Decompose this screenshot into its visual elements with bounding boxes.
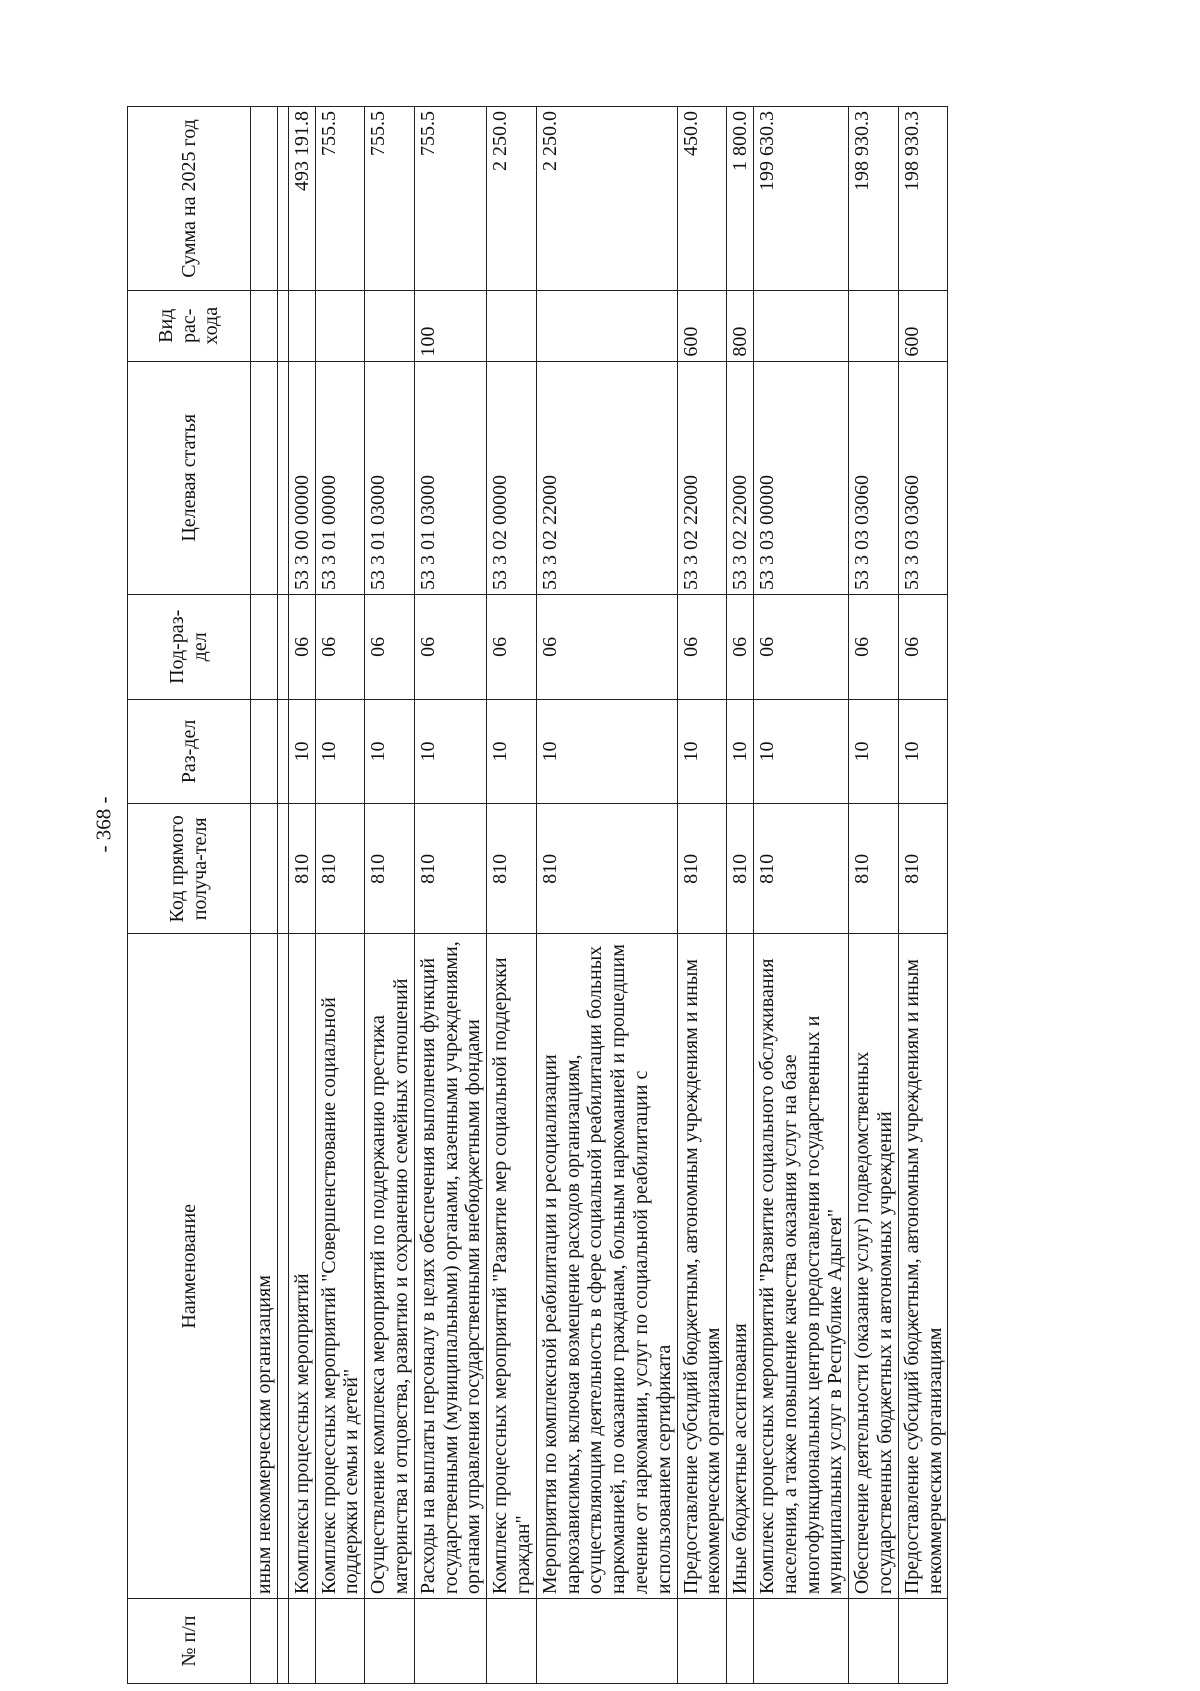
cell-expense-type — [315, 290, 365, 361]
cell-recipient: 810 — [753, 804, 848, 934]
cell-expense-type — [753, 290, 848, 361]
cell-num — [898, 1599, 948, 1684]
cell-section — [251, 699, 278, 804]
cell-expense-type: 600 — [898, 290, 948, 361]
cell-subsection: 06 — [898, 594, 948, 699]
cell-recipient: 810 — [849, 804, 899, 934]
cell-num — [727, 1599, 754, 1684]
cell-expense-type: 600 — [677, 290, 727, 361]
cell-expense-type: 800 — [727, 290, 754, 361]
cell-num — [677, 1599, 727, 1684]
cell-sum: 2 250.0 — [536, 107, 677, 291]
cell-target: 53 3 02 00000 — [487, 361, 537, 594]
cell-sum: 198 930.3 — [849, 107, 899, 291]
cell-num — [315, 1599, 365, 1684]
cell-name: Комплексы процессных мероприятий — [288, 934, 315, 1599]
column-header-name: Наименование — [128, 934, 251, 1599]
column-header-subsection: Под-раз-дел — [128, 594, 251, 699]
cell-subsection: 06 — [753, 594, 848, 699]
cell-recipient: 810 — [487, 804, 537, 934]
cell-num — [251, 1599, 278, 1684]
column-header-sum: Сумма на 2025 год — [128, 107, 251, 291]
cell-sum: 1 800.0 — [727, 107, 754, 291]
cell-name: Комплекс процессных мероприятий "Совершенствование социальной поддержки семьи и детей" — [315, 934, 365, 1599]
cell-num — [414, 1599, 486, 1684]
cell-expense-type — [251, 290, 278, 361]
cell-expense-type — [536, 290, 677, 361]
cell-num — [277, 1599, 288, 1684]
cell-sum: 198 930.3 — [898, 107, 948, 291]
table-row — [849, 107, 899, 1684]
cell-target: 53 3 01 03000 — [414, 361, 486, 594]
table-row — [315, 107, 365, 1684]
cell-num — [753, 1599, 848, 1684]
cell-section: 10 — [753, 699, 848, 804]
cell-subsection: 06 — [288, 594, 315, 699]
column-header-target: Целевая статья — [128, 361, 251, 594]
cell-section: 10 — [315, 699, 365, 804]
cell-section: 10 — [727, 699, 754, 804]
cell-recipient: 810 — [365, 804, 415, 934]
table-row — [677, 107, 727, 1684]
cell-subsection: 06 — [487, 594, 537, 699]
cell-sum: 199 630.3 — [753, 107, 848, 291]
cell-name — [277, 934, 288, 1599]
table-row — [487, 107, 537, 1684]
cell-section: 10 — [677, 699, 727, 804]
cell-num — [365, 1599, 415, 1684]
cell-num — [487, 1599, 537, 1684]
cell-sum — [277, 107, 288, 291]
cell-name: Обеспечение деятельности (оказание услуг) подведомственных государственных бюджетных и автономных учреждений — [849, 934, 899, 1599]
cell-section: 10 — [487, 699, 537, 804]
cell-recipient — [277, 804, 288, 934]
cell-sum: 755.5 — [315, 107, 365, 291]
rotated-table-container — [127, 106, 1200, 1684]
cell-num — [849, 1599, 899, 1684]
cell-num — [536, 1599, 677, 1684]
table-row — [414, 107, 486, 1684]
cell-name: Комплекс процессных мероприятий "Развитие социального обслуживания населения, а также повышение качества оказания услуг на базе многофункциональных центров предоставления государственных и муниципальных услуг в Республике Адыгея" — [753, 934, 848, 1599]
page-number: - 368 - — [91, 796, 116, 853]
cell-recipient: 810 — [315, 804, 365, 934]
cell-target: 53 3 01 00000 — [315, 361, 365, 594]
cell-target: 53 3 03 00000 — [753, 361, 848, 594]
cell-subsection: 06 — [365, 594, 415, 699]
column-header-expense-type: Вид рас-хода — [128, 290, 251, 361]
column-header-section: Раз-дел — [128, 699, 251, 804]
cell-section: 10 — [288, 699, 315, 804]
cell-recipient — [251, 804, 278, 934]
cell-expense-type — [288, 290, 315, 361]
column-header-num: № п/п — [128, 1599, 251, 1684]
cell-expense-type — [365, 290, 415, 361]
cell-subsection: 06 — [677, 594, 727, 699]
cell-target — [277, 361, 288, 594]
cell-section: 10 — [898, 699, 948, 804]
cell-expense-type: 100 — [414, 290, 486, 361]
cell-target: 53 3 02 22000 — [727, 361, 754, 594]
table-row — [288, 107, 315, 1684]
cell-recipient: 810 — [677, 804, 727, 934]
cell-section: 10 — [365, 699, 415, 804]
cell-section: 10 — [849, 699, 899, 804]
cell-section: 10 — [536, 699, 677, 804]
column-header-recipient: Код прямого получа-теля — [128, 804, 251, 934]
table-row — [727, 107, 754, 1684]
cell-section: 10 — [414, 699, 486, 804]
cell-subsection: 06 — [536, 594, 677, 699]
cell-subsection: 06 — [414, 594, 486, 699]
cell-name: Комплекс процессных мероприятий "Развитие мер социальной поддержки граждан" — [487, 934, 537, 1599]
cell-name: Расходы на выплаты персоналу в целях обеспечения выполнения функций государственными (муниципальными) органами, казенными учреждениями, органами управления государственными внебюджетными фондами — [414, 934, 486, 1599]
cell-subsection — [251, 594, 278, 699]
cell-name: иным некоммерческим организациям — [251, 934, 278, 1599]
cell-recipient: 810 — [536, 804, 677, 934]
cell-subsection: 06 — [315, 594, 365, 699]
cell-sum: 450.0 — [677, 107, 727, 291]
table-row — [753, 107, 848, 1684]
cell-target: 53 3 03 03060 — [849, 361, 899, 594]
cell-name: Мероприятия по комплексной реабилитации и ресоциализации наркозависимых, включая возмещение расходов организациям, осуществляющим деятельность в сфере социальной реабилитации больных наркоманией, по оказанию гражданам, больным наркоманией и прошедшим лечение от наркомании, услуг по социальной реабилитации с использованием сертификата — [536, 934, 677, 1599]
table-row — [277, 107, 288, 1684]
cell-subsection — [277, 594, 288, 699]
cell-recipient: 810 — [288, 804, 315, 934]
cell-target: 53 3 00 00000 — [288, 361, 315, 594]
cell-target — [251, 361, 278, 594]
cell-sum: 493 191.8 — [288, 107, 315, 291]
cell-name: Предоставление субсидий бюджетным, автономным учреждениям и иным некоммерческим организациям — [898, 934, 948, 1599]
cell-subsection: 06 — [849, 594, 899, 699]
cell-name: Осуществление комплекса мероприятий по поддержанию престижа материнства и отцовства, развитию и сохранению семейных отношений — [365, 934, 415, 1599]
cell-expense-type — [487, 290, 537, 361]
cell-sum: 755.5 — [365, 107, 415, 291]
cell-section — [277, 699, 288, 804]
cell-sum: 2 250.0 — [487, 107, 537, 291]
cell-target: 53 3 02 22000 — [677, 361, 727, 594]
cell-recipient: 810 — [898, 804, 948, 934]
table-row — [536, 107, 677, 1684]
budget-table — [127, 106, 948, 1684]
cell-sum: 755.5 — [414, 107, 486, 291]
cell-target: 53 3 02 22000 — [536, 361, 677, 594]
cell-name: Иные бюджетные ассигнования — [727, 934, 754, 1599]
cell-num — [288, 1599, 315, 1684]
cell-expense-type — [277, 290, 288, 361]
table-row — [365, 107, 415, 1684]
cell-name: Предоставление субсидий бюджетным, автономным учреждениям и иным некоммерческим организациям — [677, 934, 727, 1599]
cell-subsection: 06 — [727, 594, 754, 699]
cell-expense-type — [849, 290, 899, 361]
table-row — [251, 107, 278, 1684]
cell-recipient: 810 — [414, 804, 486, 934]
cell-target: 53 3 03 03060 — [898, 361, 948, 594]
cell-sum — [251, 107, 278, 291]
cell-recipient: 810 — [727, 804, 754, 934]
table-row — [898, 107, 948, 1684]
table-header-row — [128, 107, 251, 1684]
cell-target: 53 3 01 03000 — [365, 361, 415, 594]
